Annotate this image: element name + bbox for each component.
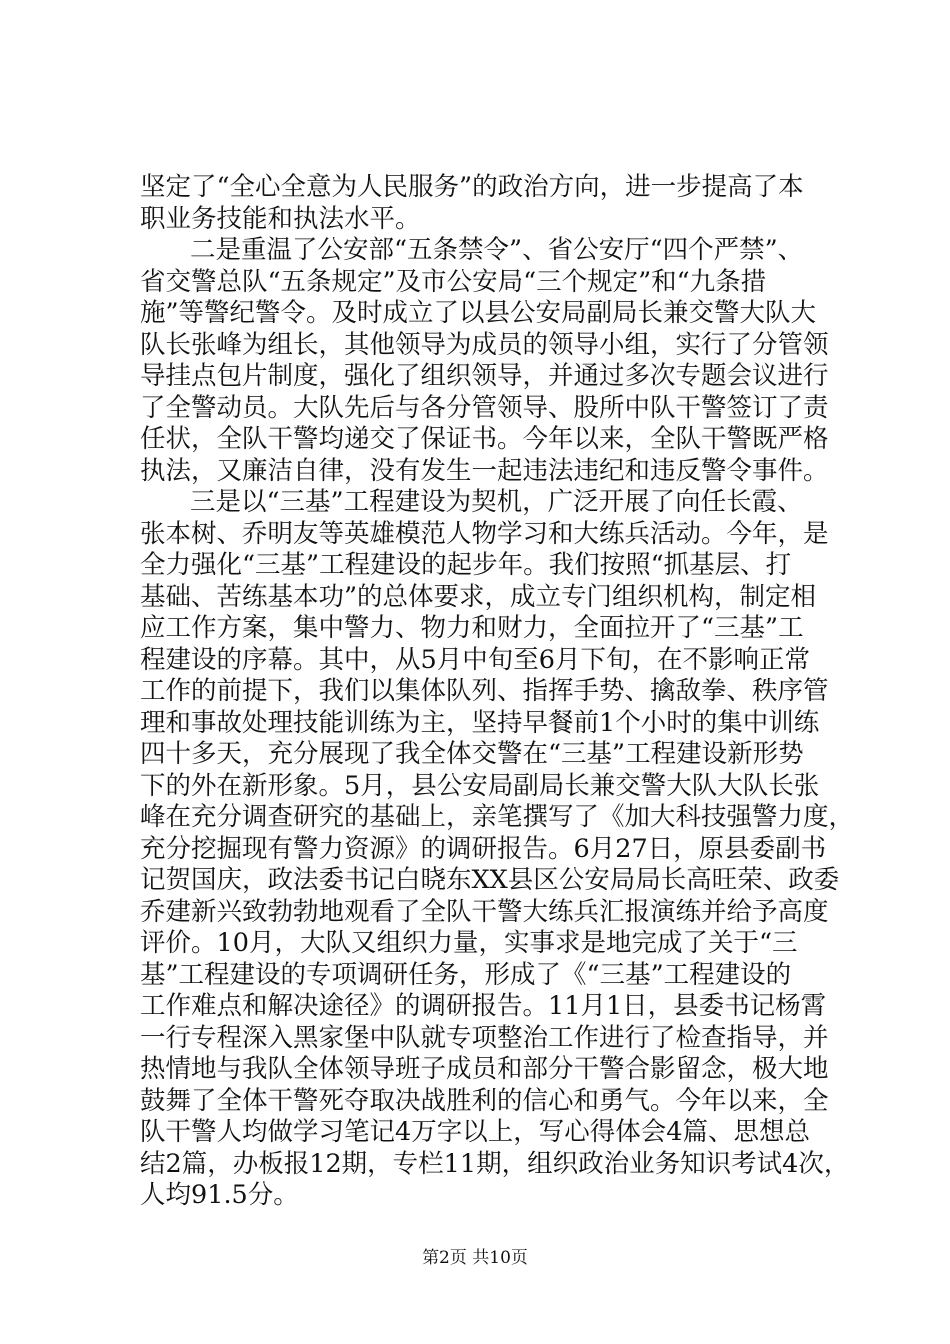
text-line: 全力强化“三基”工程建设的起步年。我们按照“抓基层、打 bbox=[140, 550, 792, 580]
text-line: 应工作方案，集中警力、物力和财力，全面拉开了“三基”工 bbox=[140, 613, 804, 643]
text-line: 工作难点和解决途径》的调研报告。11月1日，县委书记杨霄 bbox=[140, 991, 827, 1021]
text-line: 了全警动员。大队先后与各分管领导、股所中队干警签订了责 bbox=[140, 392, 829, 423]
text-line: 记贺国庆，政法委书记白晓东XX县区公安局局长高旺荣、政委 bbox=[140, 865, 840, 895]
text-line: 理和事故处理技能训练为主，坚持早餐前1个小时的集中训练 bbox=[140, 707, 820, 738]
text-line: 峰在充分调查研究的基础上，亲笔撰写了《加大科技强警力度， bbox=[140, 802, 855, 832]
text-line: 热情地与我队全体领导班子成员和部分干警合影留念，极大地 bbox=[140, 1054, 829, 1084]
text-line: 鼓舞了全体干警死夺取决战胜利的信心和勇气。今年以来，全 bbox=[140, 1085, 829, 1116]
paragraph-start-line: 三是以“三基”工程建设为契机，广泛开展了向任长霞、 bbox=[190, 487, 803, 517]
body-text bbox=[140, 172, 855, 1212]
text-line: 程建设的序幕。其中，从5月中旬至6月下旬，在不影响正常 bbox=[140, 644, 810, 675]
text-line: 乔建新兴致勃勃地观看了全队干警大练兵汇报演练并给予高度 bbox=[140, 896, 829, 927]
text-line: 省交警总队“五条规定”及市公安局“三个规定”和“九条措 bbox=[140, 266, 767, 297]
text-line: 基”工程建设的专项调研任务，形成了《“三基”工程建设的 bbox=[140, 959, 792, 990]
text-line: 施”等警纪警令。及时成立了以县公安局副局长兼交警大队大 bbox=[140, 298, 817, 328]
text-line: 职业务技能和执法水平。 bbox=[140, 203, 421, 234]
text-line: 坚定了“全心全意为人民服务”的政治方向，进一步提高了本 bbox=[140, 172, 804, 202]
text-line: 任状，全队干警均递交了保证书。今年以来，全队干警既严格 bbox=[140, 424, 829, 454]
text-line: 四十多天，充分展现了我全体交警在“三基”工程建设新形势 bbox=[140, 739, 804, 769]
paragraph-start-line: 二是重温了公安部“五条禁令”、省公安厅“四个严禁”、 bbox=[190, 235, 804, 265]
text-line: 工作的前提下，我们以集体队列、指挥手势、擒敌拳、秩序管 bbox=[140, 676, 829, 706]
text-line: 充分挖掘现有警力资源》的调研报告。6月27日，原县委副书 bbox=[140, 833, 827, 864]
text-line: 执法，又廉洁自律，没有发生一起违法违纪和违反警令事件。 bbox=[140, 455, 829, 486]
text-line: 基础、苦练基本功”的总体要求，成立专门组织机构，制定相 bbox=[140, 581, 817, 612]
text-line: 张本树、乔明友等英雄模范人物学习和大练兵活动。今年，是 bbox=[140, 518, 829, 549]
text-line: 导挂点包片制度，强化了组织领导，并通过多次专题会议进行 bbox=[140, 361, 829, 391]
text-line: 结2篇，办板报12期，专栏11期，组织政治业务知识考试4次， bbox=[140, 1148, 850, 1179]
text-line: 队干警人均做学习笔记4万字以上，写心得体会4篇、思想总 bbox=[140, 1117, 810, 1147]
text-line: 队长张峰为组长，其他领导为成员的领导小组，实行了分管领 bbox=[140, 329, 829, 360]
text-line: 一行专程深入黑家堡中队就专项整治工作进行了检查指导，并 bbox=[140, 1022, 829, 1053]
text-line: 下的外在新形象。5月，县公安局副局长兼交警大队大队长张 bbox=[140, 770, 820, 801]
text-line: 人均91.5分。 bbox=[140, 1180, 299, 1210]
page-number-footer: 第2页 共10页 bbox=[422, 1248, 528, 1268]
text-line: 评价。10月，大队又组织力量，实事求是地完成了关于“三 bbox=[140, 928, 798, 958]
